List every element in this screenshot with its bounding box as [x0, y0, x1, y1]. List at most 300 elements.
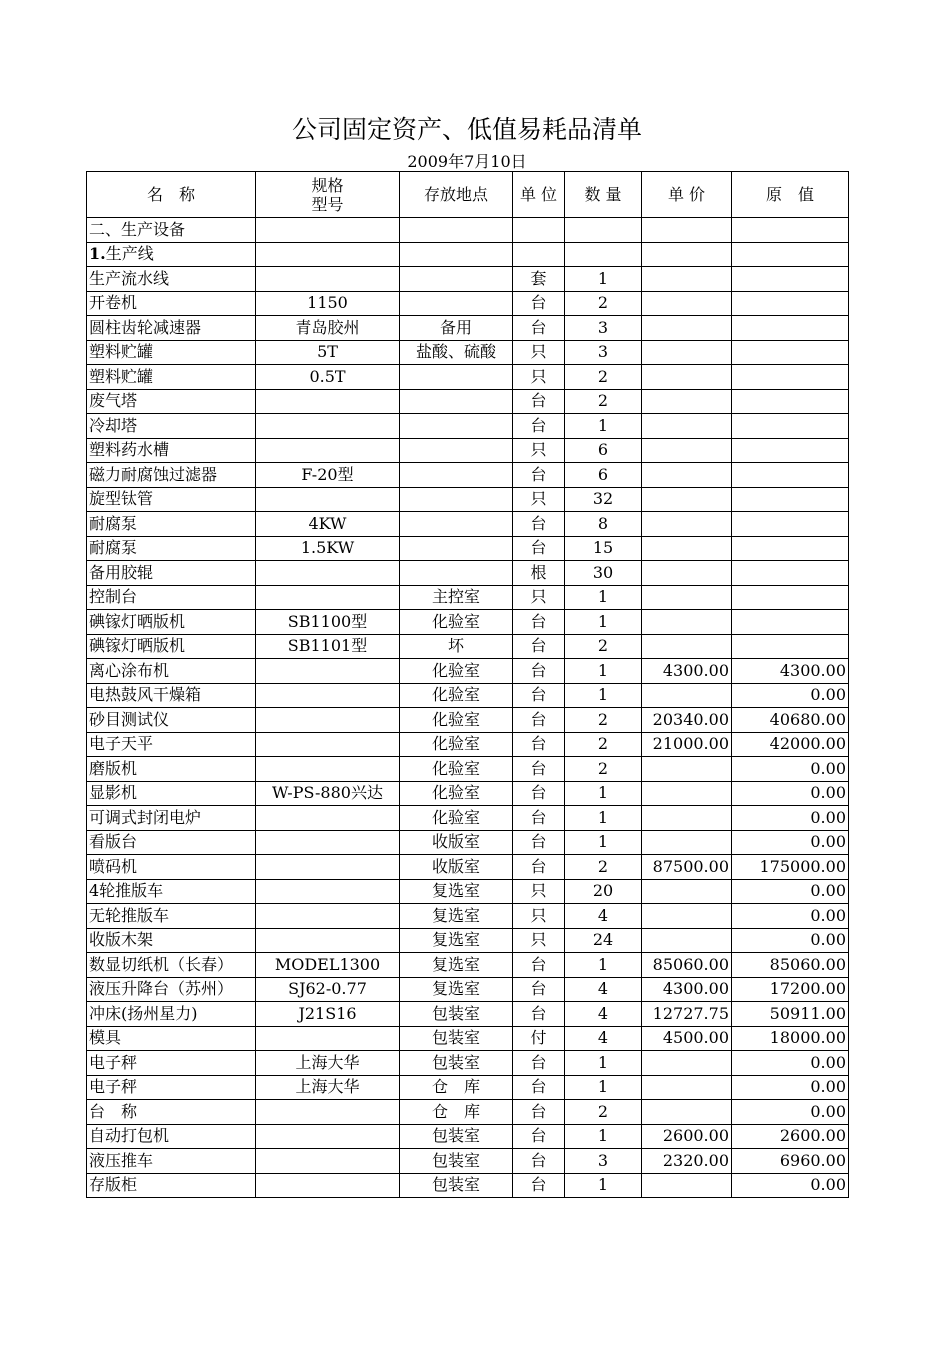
cell-spec — [256, 1100, 400, 1125]
cell-price — [642, 1173, 732, 1198]
cell-location — [400, 267, 513, 292]
cell-orig: 4300.00 — [732, 659, 849, 684]
cell-orig: 18000.00 — [732, 1026, 849, 1051]
cell-location: 复选室 — [400, 953, 513, 978]
cell-name: 磨版机 — [87, 757, 256, 782]
cell-price — [642, 291, 732, 316]
table-row — [87, 659, 849, 684]
cell-orig: 175000.00 — [732, 855, 849, 880]
cell-orig: 0.00 — [732, 806, 849, 831]
table-row — [87, 1124, 849, 1149]
table-row — [87, 904, 849, 929]
cell-price — [642, 414, 732, 439]
cell-unit: 台 — [513, 389, 565, 414]
cell-name: 液压升降台（苏州） — [87, 977, 256, 1002]
table-row — [87, 340, 849, 365]
cell-unit — [513, 242, 565, 267]
cell-location — [400, 218, 513, 243]
table-row — [87, 585, 849, 610]
cell-orig — [732, 463, 849, 488]
cell-name: 磁力耐腐蚀过滤器 — [87, 463, 256, 488]
cell-price: 12727.75 — [642, 1002, 732, 1027]
cell-location: 包装室 — [400, 1026, 513, 1051]
cell-orig — [732, 487, 849, 512]
cell-name: 砂目测试仪 — [87, 708, 256, 733]
cell-unit: 只 — [513, 487, 565, 512]
cell-name: 碘镓灯晒版机 — [87, 610, 256, 635]
cell-qty: 4 — [565, 1026, 642, 1051]
cell-spec — [256, 1173, 400, 1198]
table-row — [87, 855, 849, 880]
cell-qty: 2 — [565, 365, 642, 390]
cell-qty: 4 — [565, 977, 642, 1002]
cell-price — [642, 1075, 732, 1100]
cell-name: 控制台 — [87, 585, 256, 610]
cell-price — [642, 218, 732, 243]
cell-orig — [732, 365, 849, 390]
cell-name: 二、生产设备 — [87, 218, 256, 243]
cell-spec: W-PS-880兴达 — [256, 781, 400, 806]
cell-spec: SB1101型 — [256, 634, 400, 659]
cell-price: 4500.00 — [642, 1026, 732, 1051]
cell-spec — [256, 904, 400, 929]
cell-qty: 2 — [565, 708, 642, 733]
cell-price — [642, 830, 732, 855]
cell-qty: 1 — [565, 610, 642, 635]
cell-qty: 2 — [565, 732, 642, 757]
cell-name: 塑料药水槽 — [87, 438, 256, 463]
cell-orig: 6960.00 — [732, 1149, 849, 1174]
cell-location: 化验室 — [400, 683, 513, 708]
cell-qty: 3 — [565, 1149, 642, 1174]
table-row — [87, 1026, 849, 1051]
section-number: 1. — [89, 244, 106, 264]
cell-qty: 1 — [565, 1124, 642, 1149]
cell-qty: 1 — [565, 659, 642, 684]
cell-qty: 2 — [565, 1100, 642, 1125]
cell-qty: 1 — [565, 781, 642, 806]
cell-location: 主控室 — [400, 585, 513, 610]
cell-orig: 2600.00 — [732, 1124, 849, 1149]
cell-unit: 台 — [513, 1124, 565, 1149]
cell-orig: 0.00 — [732, 1173, 849, 1198]
cell-name: 无轮推版车 — [87, 904, 256, 929]
cell-orig: 0.00 — [732, 1051, 849, 1076]
cell-unit: 台 — [513, 855, 565, 880]
cell-price — [642, 904, 732, 929]
cell-unit: 只 — [513, 365, 565, 390]
cell-location: 包装室 — [400, 1051, 513, 1076]
cell-qty: 15 — [565, 536, 642, 561]
cell-qty: 3 — [565, 340, 642, 365]
cell-location: 收版室 — [400, 830, 513, 855]
cell-spec: 4KW — [256, 512, 400, 537]
cell-unit: 台 — [513, 536, 565, 561]
cell-location — [400, 463, 513, 488]
cell-unit: 台 — [513, 463, 565, 488]
cell-price: 21000.00 — [642, 732, 732, 757]
table-row — [87, 879, 849, 904]
cell-unit: 台 — [513, 806, 565, 831]
cell-name: 电子秤 — [87, 1075, 256, 1100]
cell-qty: 1 — [565, 953, 642, 978]
cell-price — [642, 610, 732, 635]
cell-spec: MODEL1300 — [256, 953, 400, 978]
table-row — [87, 291, 849, 316]
table-row — [87, 561, 849, 586]
cell-price — [642, 340, 732, 365]
cell-price: 4300.00 — [642, 977, 732, 1002]
cell-orig — [732, 610, 849, 635]
cell-name: 模具 — [87, 1026, 256, 1051]
cell-qty: 32 — [565, 487, 642, 512]
cell-spec — [256, 1124, 400, 1149]
table-row — [87, 414, 849, 439]
cell-unit: 只 — [513, 928, 565, 953]
cell-location: 化验室 — [400, 757, 513, 782]
table-row — [87, 781, 849, 806]
cell-price — [642, 561, 732, 586]
cell-location: 包装室 — [400, 1173, 513, 1198]
cell-name: 备用胶辊 — [87, 561, 256, 586]
cell-spec — [256, 708, 400, 733]
page-title: 公司固定资产、低值易耗品清单 — [291, 115, 642, 144]
cell-orig — [732, 267, 849, 292]
cell-unit: 台 — [513, 757, 565, 782]
cell-qty: 1 — [565, 683, 642, 708]
cell-qty: 1 — [565, 267, 642, 292]
cell-spec — [256, 267, 400, 292]
header-spec-line1: 规格 — [311, 175, 344, 195]
table-row — [87, 242, 849, 267]
table-row — [87, 806, 849, 831]
table-row — [87, 389, 849, 414]
cell-spec: 青岛胶州 — [256, 316, 400, 341]
cell-unit: 只 — [513, 904, 565, 929]
cell-unit: 台 — [513, 1100, 565, 1125]
cell-location — [400, 414, 513, 439]
cell-spec — [256, 757, 400, 782]
cell-location — [400, 242, 513, 267]
cell-qty: 6 — [565, 438, 642, 463]
table-row — [87, 316, 849, 341]
cell-orig: 0.00 — [732, 1075, 849, 1100]
cell-location: 包装室 — [400, 1124, 513, 1149]
cell-name: 可调式封闭电炉 — [87, 806, 256, 831]
cell-price: 2320.00 — [642, 1149, 732, 1174]
cell-price: 87500.00 — [642, 855, 732, 880]
cell-orig: 0.00 — [732, 830, 849, 855]
cell-qty: 2 — [565, 757, 642, 782]
cell-name: 冲床(扬州星力) — [87, 1002, 256, 1027]
cell-name: 废气塔 — [87, 389, 256, 414]
cell-spec — [256, 732, 400, 757]
cell-price — [642, 928, 732, 953]
cell-price — [642, 585, 732, 610]
cell-name: 碘镓灯晒版机 — [87, 634, 256, 659]
cell-price: 4300.00 — [642, 659, 732, 684]
cell-qty: 4 — [565, 1002, 642, 1027]
cell-price — [642, 806, 732, 831]
cell-orig: 40680.00 — [732, 708, 849, 733]
cell-qty: 4 — [565, 904, 642, 929]
cell-name: 液压推车 — [87, 1149, 256, 1174]
cell-spec: F-20型 — [256, 463, 400, 488]
cell-qty: 2 — [565, 389, 642, 414]
cell-name: 塑料贮罐 — [87, 365, 256, 390]
table-row — [87, 683, 849, 708]
table-row — [87, 438, 849, 463]
table-row — [87, 977, 849, 1002]
cell-unit: 台 — [513, 953, 565, 978]
cell-price: 20340.00 — [642, 708, 732, 733]
cell-spec: SJ62-0.77 — [256, 977, 400, 1002]
cell-qty: 24 — [565, 928, 642, 953]
table-row — [87, 218, 849, 243]
cell-unit: 台 — [513, 977, 565, 1002]
cell-orig: 0.00 — [732, 928, 849, 953]
cell-orig: 0.00 — [732, 757, 849, 782]
cell-spec — [256, 414, 400, 439]
cell-name: 冷却塔 — [87, 414, 256, 439]
cell-spec — [256, 218, 400, 243]
cell-price — [642, 316, 732, 341]
cell-price — [642, 365, 732, 390]
cell-location: 包装室 — [400, 1002, 513, 1027]
cell-orig — [732, 536, 849, 561]
cell-qty: 1 — [565, 1051, 642, 1076]
cell-qty: 20 — [565, 879, 642, 904]
cell-unit: 付 — [513, 1026, 565, 1051]
cell-unit: 台 — [513, 1075, 565, 1100]
cell-spec: J21S16 — [256, 1002, 400, 1027]
cell-price — [642, 389, 732, 414]
cell-location — [400, 438, 513, 463]
cell-orig: 17200.00 — [732, 977, 849, 1002]
cell-orig: 50911.00 — [732, 1002, 849, 1027]
header-location: 存放地点 — [400, 172, 513, 218]
cell-location: 仓 库 — [400, 1100, 513, 1125]
header-spec-line2: 型号 — [311, 194, 344, 214]
cell-orig: 0.00 — [732, 781, 849, 806]
cell-qty: 1 — [565, 1075, 642, 1100]
cell-qty: 8 — [565, 512, 642, 537]
cell-spec — [256, 659, 400, 684]
cell-spec: 上海大华 — [256, 1051, 400, 1076]
cell-orig — [732, 585, 849, 610]
cell-location — [400, 487, 513, 512]
cell-orig: 0.00 — [732, 879, 849, 904]
cell-orig — [732, 316, 849, 341]
asset-table — [86, 171, 849, 1198]
cell-price — [642, 536, 732, 561]
cell-qty — [565, 242, 642, 267]
cell-orig: 0.00 — [732, 1100, 849, 1125]
cell-location: 包装室 — [400, 1149, 513, 1174]
cell-price — [642, 879, 732, 904]
cell-location — [400, 389, 513, 414]
cell-location: 复选室 — [400, 904, 513, 929]
document-date: 2009年7月10日 — [407, 152, 527, 171]
cell-orig — [732, 218, 849, 243]
cell-name: 电子天平 — [87, 732, 256, 757]
cell-unit: 台 — [513, 781, 565, 806]
table-row — [87, 463, 849, 488]
table-row — [87, 708, 849, 733]
table-row — [87, 267, 849, 292]
cell-name: 耐腐泵 — [87, 512, 256, 537]
table-row — [87, 536, 849, 561]
table-row — [87, 830, 849, 855]
table-row — [87, 610, 849, 635]
cell-unit — [513, 218, 565, 243]
cell-name: 台 称 — [87, 1100, 256, 1125]
table-row — [87, 634, 849, 659]
cell-location: 复选室 — [400, 879, 513, 904]
table-row — [87, 757, 849, 782]
cell-unit: 台 — [513, 316, 565, 341]
header-orig: 原 值 — [732, 172, 849, 218]
table-row — [87, 928, 849, 953]
cell-location: 复选室 — [400, 977, 513, 1002]
cell-price — [642, 487, 732, 512]
cell-spec: SB1100型 — [256, 610, 400, 635]
cell-spec — [256, 1149, 400, 1174]
cell-unit: 只 — [513, 879, 565, 904]
cell-name: 旋型钛管 — [87, 487, 256, 512]
cell-spec — [256, 438, 400, 463]
cell-location: 备用 — [400, 316, 513, 341]
cell-location — [400, 512, 513, 537]
cell-qty: 1 — [565, 585, 642, 610]
header-spec — [256, 172, 400, 218]
cell-unit: 台 — [513, 610, 565, 635]
cell-qty: 1 — [565, 414, 642, 439]
cell-location: 复选室 — [400, 928, 513, 953]
cell-unit: 套 — [513, 267, 565, 292]
cell-unit: 台 — [513, 1051, 565, 1076]
cell-name: 生产流水线 — [87, 267, 256, 292]
cell-location: 坏 — [400, 634, 513, 659]
cell-location: 化验室 — [400, 806, 513, 831]
cell-unit: 台 — [513, 291, 565, 316]
cell-name: 4轮推版车 — [87, 879, 256, 904]
cell-unit: 根 — [513, 561, 565, 586]
header-name: 名 称 — [87, 172, 256, 218]
cell-location: 化验室 — [400, 732, 513, 757]
cell-unit: 台 — [513, 830, 565, 855]
cell-qty: 2 — [565, 855, 642, 880]
cell-price — [642, 463, 732, 488]
cell-price — [642, 634, 732, 659]
table-row — [87, 365, 849, 390]
table-row — [87, 953, 849, 978]
table-row — [87, 512, 849, 537]
cell-name: 喷码机 — [87, 855, 256, 880]
cell-qty: 1 — [565, 830, 642, 855]
cell-unit: 台 — [513, 683, 565, 708]
cell-spec: 5T — [256, 340, 400, 365]
cell-unit: 台 — [513, 1149, 565, 1174]
cell-price: 2600.00 — [642, 1124, 732, 1149]
cell-qty: 6 — [565, 463, 642, 488]
cell-spec — [256, 855, 400, 880]
cell-spec — [256, 830, 400, 855]
cell-orig — [732, 242, 849, 267]
cell-price: 85060.00 — [642, 953, 732, 978]
cell-location — [400, 291, 513, 316]
cell-price — [642, 683, 732, 708]
cell-price — [642, 242, 732, 267]
cell-location — [400, 365, 513, 390]
table-row — [87, 1173, 849, 1198]
header-qty: 数 量 — [565, 172, 642, 218]
cell-name: 耐腐泵 — [87, 536, 256, 561]
cell-qty: 1 — [565, 1173, 642, 1198]
cell-orig — [732, 438, 849, 463]
cell-spec: 上海大华 — [256, 1075, 400, 1100]
cell-unit: 台 — [513, 634, 565, 659]
cell-name: 收版木架 — [87, 928, 256, 953]
cell-price — [642, 267, 732, 292]
cell-location: 化验室 — [400, 610, 513, 635]
cell-spec: 1150 — [256, 291, 400, 316]
cell-orig — [732, 414, 849, 439]
cell-orig — [732, 291, 849, 316]
cell-location: 化验室 — [400, 781, 513, 806]
cell-orig: 85060.00 — [732, 953, 849, 978]
cell-unit: 台 — [513, 414, 565, 439]
cell-price — [642, 438, 732, 463]
cell-orig: 0.00 — [732, 904, 849, 929]
cell-spec — [256, 561, 400, 586]
cell-name: 自动打包机 — [87, 1124, 256, 1149]
cell-spec — [256, 585, 400, 610]
cell-orig: 0.00 — [732, 683, 849, 708]
cell-orig — [732, 561, 849, 586]
cell-unit: 只 — [513, 438, 565, 463]
cell-price — [642, 1051, 732, 1076]
cell-unit: 台 — [513, 512, 565, 537]
cell-qty: 2 — [565, 634, 642, 659]
table-row — [87, 1051, 849, 1076]
cell-qty — [565, 218, 642, 243]
table-row — [87, 1100, 849, 1125]
cell-spec — [256, 242, 400, 267]
table-row — [87, 1075, 849, 1100]
cell-name: 离心涂布机 — [87, 659, 256, 684]
cell-price — [642, 781, 732, 806]
cell-location — [400, 561, 513, 586]
cell-name: 电子秤 — [87, 1051, 256, 1076]
cell-unit: 台 — [513, 732, 565, 757]
cell-name: 电热鼓风干燥箱 — [87, 683, 256, 708]
cell-name — [87, 242, 256, 267]
cell-location: 化验室 — [400, 708, 513, 733]
cell-location: 收版室 — [400, 855, 513, 880]
cell-orig — [732, 512, 849, 537]
cell-name: 看版台 — [87, 830, 256, 855]
cell-orig: 42000.00 — [732, 732, 849, 757]
cell-qty: 2 — [565, 291, 642, 316]
cell-unit: 台 — [513, 708, 565, 733]
table-row — [87, 1149, 849, 1174]
cell-unit: 台 — [513, 659, 565, 684]
table-row — [87, 487, 849, 512]
section-label: 生产线 — [105, 244, 154, 264]
cell-qty: 3 — [565, 316, 642, 341]
cell-name: 存版柜 — [87, 1173, 256, 1198]
